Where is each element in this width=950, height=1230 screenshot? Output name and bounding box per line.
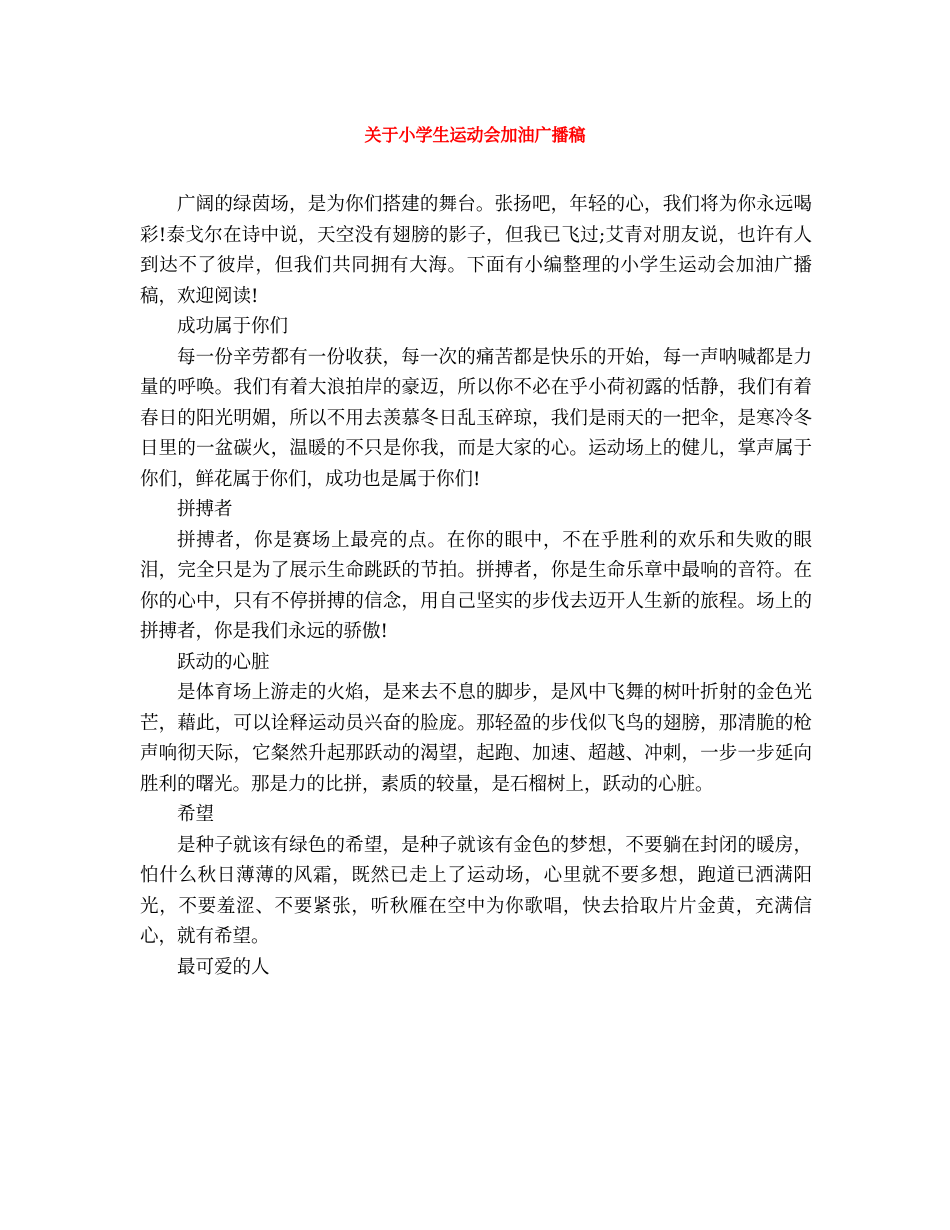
intro-paragraph: 广阔的绿茵场，是为你们搭建的舞台。张扬吧，年轻的心，我们将为你永远喝彩!泰戈尔在诗中说，天空没有翅膀的影子，但我已飞过;艾青对朋友说，也许有人到达不了彼岸，但我们共同拥有大海。下面有小编整理的小学生运动会加油广播稿，欢迎阅读! <box>140 194 812 307</box>
document-body <box>140 190 812 983</box>
section-heading: 成功属于你们 <box>177 316 289 337</box>
section-heading: 拼搏者 <box>177 499 233 520</box>
body-paragraph: 是种子就该有绿色的希望，是种子就该有金色的梦想，不要躺在封闭的暖房，怕什么秋日薄薄的风霜，既然已走上了运动场，心里就不要多想，跑道已洒满阳光，不要羞涩、不要紧张，听秋雁在空中为你歌唱，快去拾取片片金黄，充满信心，就有希望。 <box>140 834 812 947</box>
document-title: 关于小学生运动会加油广播稿 <box>364 126 586 146</box>
section-heading: 希望 <box>177 804 215 825</box>
body-paragraph: 拼搏者，你是赛场上最亮的点。在你的眼中，不在乎胜利的欢乐和失败的眼泪，完全只是为了展示生命跳跃的节拍。拼搏者，你是生命乐章中最响的音符。在你的心中，只有不停拼搏的信念，用自己坚实的步伐去迈开人生新的旅程。场上的拼搏者，你是我们永远的骄傲! <box>140 529 812 642</box>
section-heading: 最可爱的人 <box>177 956 270 978</box>
body-paragraph: 是体育场上游走的火焰，是来去不息的脚步，是风中飞舞的树叶折射的金色光芒，藉此，可以诠释运动员兴奋的脸庞。那轻盈的步伐似飞鸟的翅膀，那清脆的枪声响彻天际，它粲然升起那跃动的渴望，起跑、加速、超越、冲刺，一步一步延向胜利的曙光。那是力的比拼，素质的较量，是石榴树上，跃动的心脏。 <box>140 682 812 795</box>
section-heading: 跃动的心脏 <box>177 651 270 673</box>
body-paragraph: 每一份辛劳都有一份收获，每一次的痛苦都是快乐的开始，每一声呐喊都是力量的呼唤。我们有着大浪拍岸的豪迈，所以你不必在乎小荷初露的恬静，我们有着春日的阳光明媚，所以不用去羡慕冬日乱玉碎琼，我们是雨天的一把伞，是寒冷冬日里的一盆碳火，温暖的不只是你我，而是大家的心。运动场上的健儿，掌声属于你们，鲜花属于你们，成功也是属于你们! <box>140 346 812 490</box>
